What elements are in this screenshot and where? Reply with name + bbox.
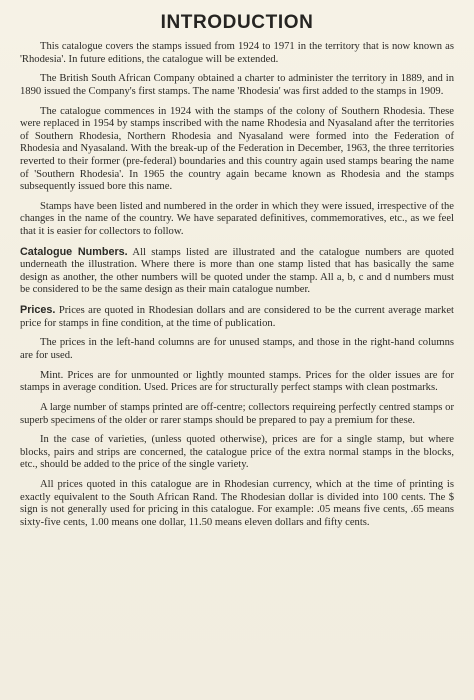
off-centre-paragraph: A large number of stamps printed are off-centre; collectors requireing perfectly centred stamps or superb specimens of the older or rarer stamps should be prepared to pay a premium for these. <box>20 402 454 426</box>
currency-paragraph: All prices quoted in this catalogue are in Rhodesian currency, which at the time of printing is exactly equivalent to the South African Rand. The Rhodesian dollar is divided into 100 cents. The $ sign is not generally used for pricing in this catalogue. For example: .05 means five cents, .65 means sixty-five cents, 1.00 means one dollar, 11.50 means eleven dollars and fifty cents. <box>20 479 454 528</box>
catalogue-numbers-heading: Catalogue Numbers. <box>20 245 128 258</box>
catalogue-numbers-text: All stamps listed are illustrated and the catalogue numbers are quoted underneath the illustration. Where there is more than one stamp listed that has basically the same design as another, the other numbers will be quoted under the stamp. All a, b, c and d numbers must be considered to be the same design as their main catalogue number. <box>20 246 454 296</box>
intro-paragraph-3: The catalogue commences in 1924 with the stamps of the colony of Southern Rhodesia. These were replaced in 1954 by stamps inscribed with the name Rhodesia and Nyasaland after the territories of Southern Rhodesia, Northern Rhodesia and Nyasaland were formed into the Federation of Rhodesia and Nyasaland. With the break-up of the Federation in December, 1963, the three territories reverted to their former (pre-federal) boundaries and this country again used stamps bearing the name of 'Southern Rhodesia'. In 1965 the country again became known as Rhodesia and the stamps subsequently issued bore this name. <box>20 105 454 193</box>
intro-paragraph-4: Stamps have been listed and numbered in the order in which they were issued, irrespective of the changes in the name of the country. We have separated definitives, commemoratives, etc., as we feel that it is easier for collectors to follow. <box>20 200 454 237</box>
prices-text: Prices are quoted in Rhodesian dollars and are considered to be the current average market price for stamps in fine condition, at the time of publication. <box>20 305 454 329</box>
intro-paragraph-1: This catalogue covers the stamps issued from 1924 to 1971 in the territory that is now known as 'Rhodesia'. In future editions, the catalogue will be extended. <box>20 41 454 65</box>
varieties-paragraph: In the case of varieties, (unless quoted otherwise), prices are for a single stamp, but where blocks, pairs and strips are concerned, the catalogue price of the extra normal stamps in the blocks, etc., should be added to the price of the single variety. <box>20 434 454 471</box>
prices-paragraph <box>20 304 454 330</box>
mint-used-paragraph: Mint. Prices are for unmounted or lightly mounted stamps. Prices for the older issues are for stamps in average condition. Used. Prices are for structurally perfect stamps with clean postmarks. <box>20 369 454 394</box>
page <box>20 12 454 537</box>
intro-paragraph-2: The British South African Company obtained a charter to administer the territory in 1889, and in 1890 issued the Company's first stamps. The name 'Rhodesia' was first added to the stamps in 1909. <box>20 73 454 97</box>
prices-columns-paragraph: The prices in the left-hand columns are for unused stamps, and those in the right-hand columns are for used. <box>20 337 454 362</box>
page-title: INTRODUCTION <box>160 12 314 33</box>
catalogue-numbers-paragraph <box>20 246 454 297</box>
prices-heading: Prices. <box>20 304 56 317</box>
